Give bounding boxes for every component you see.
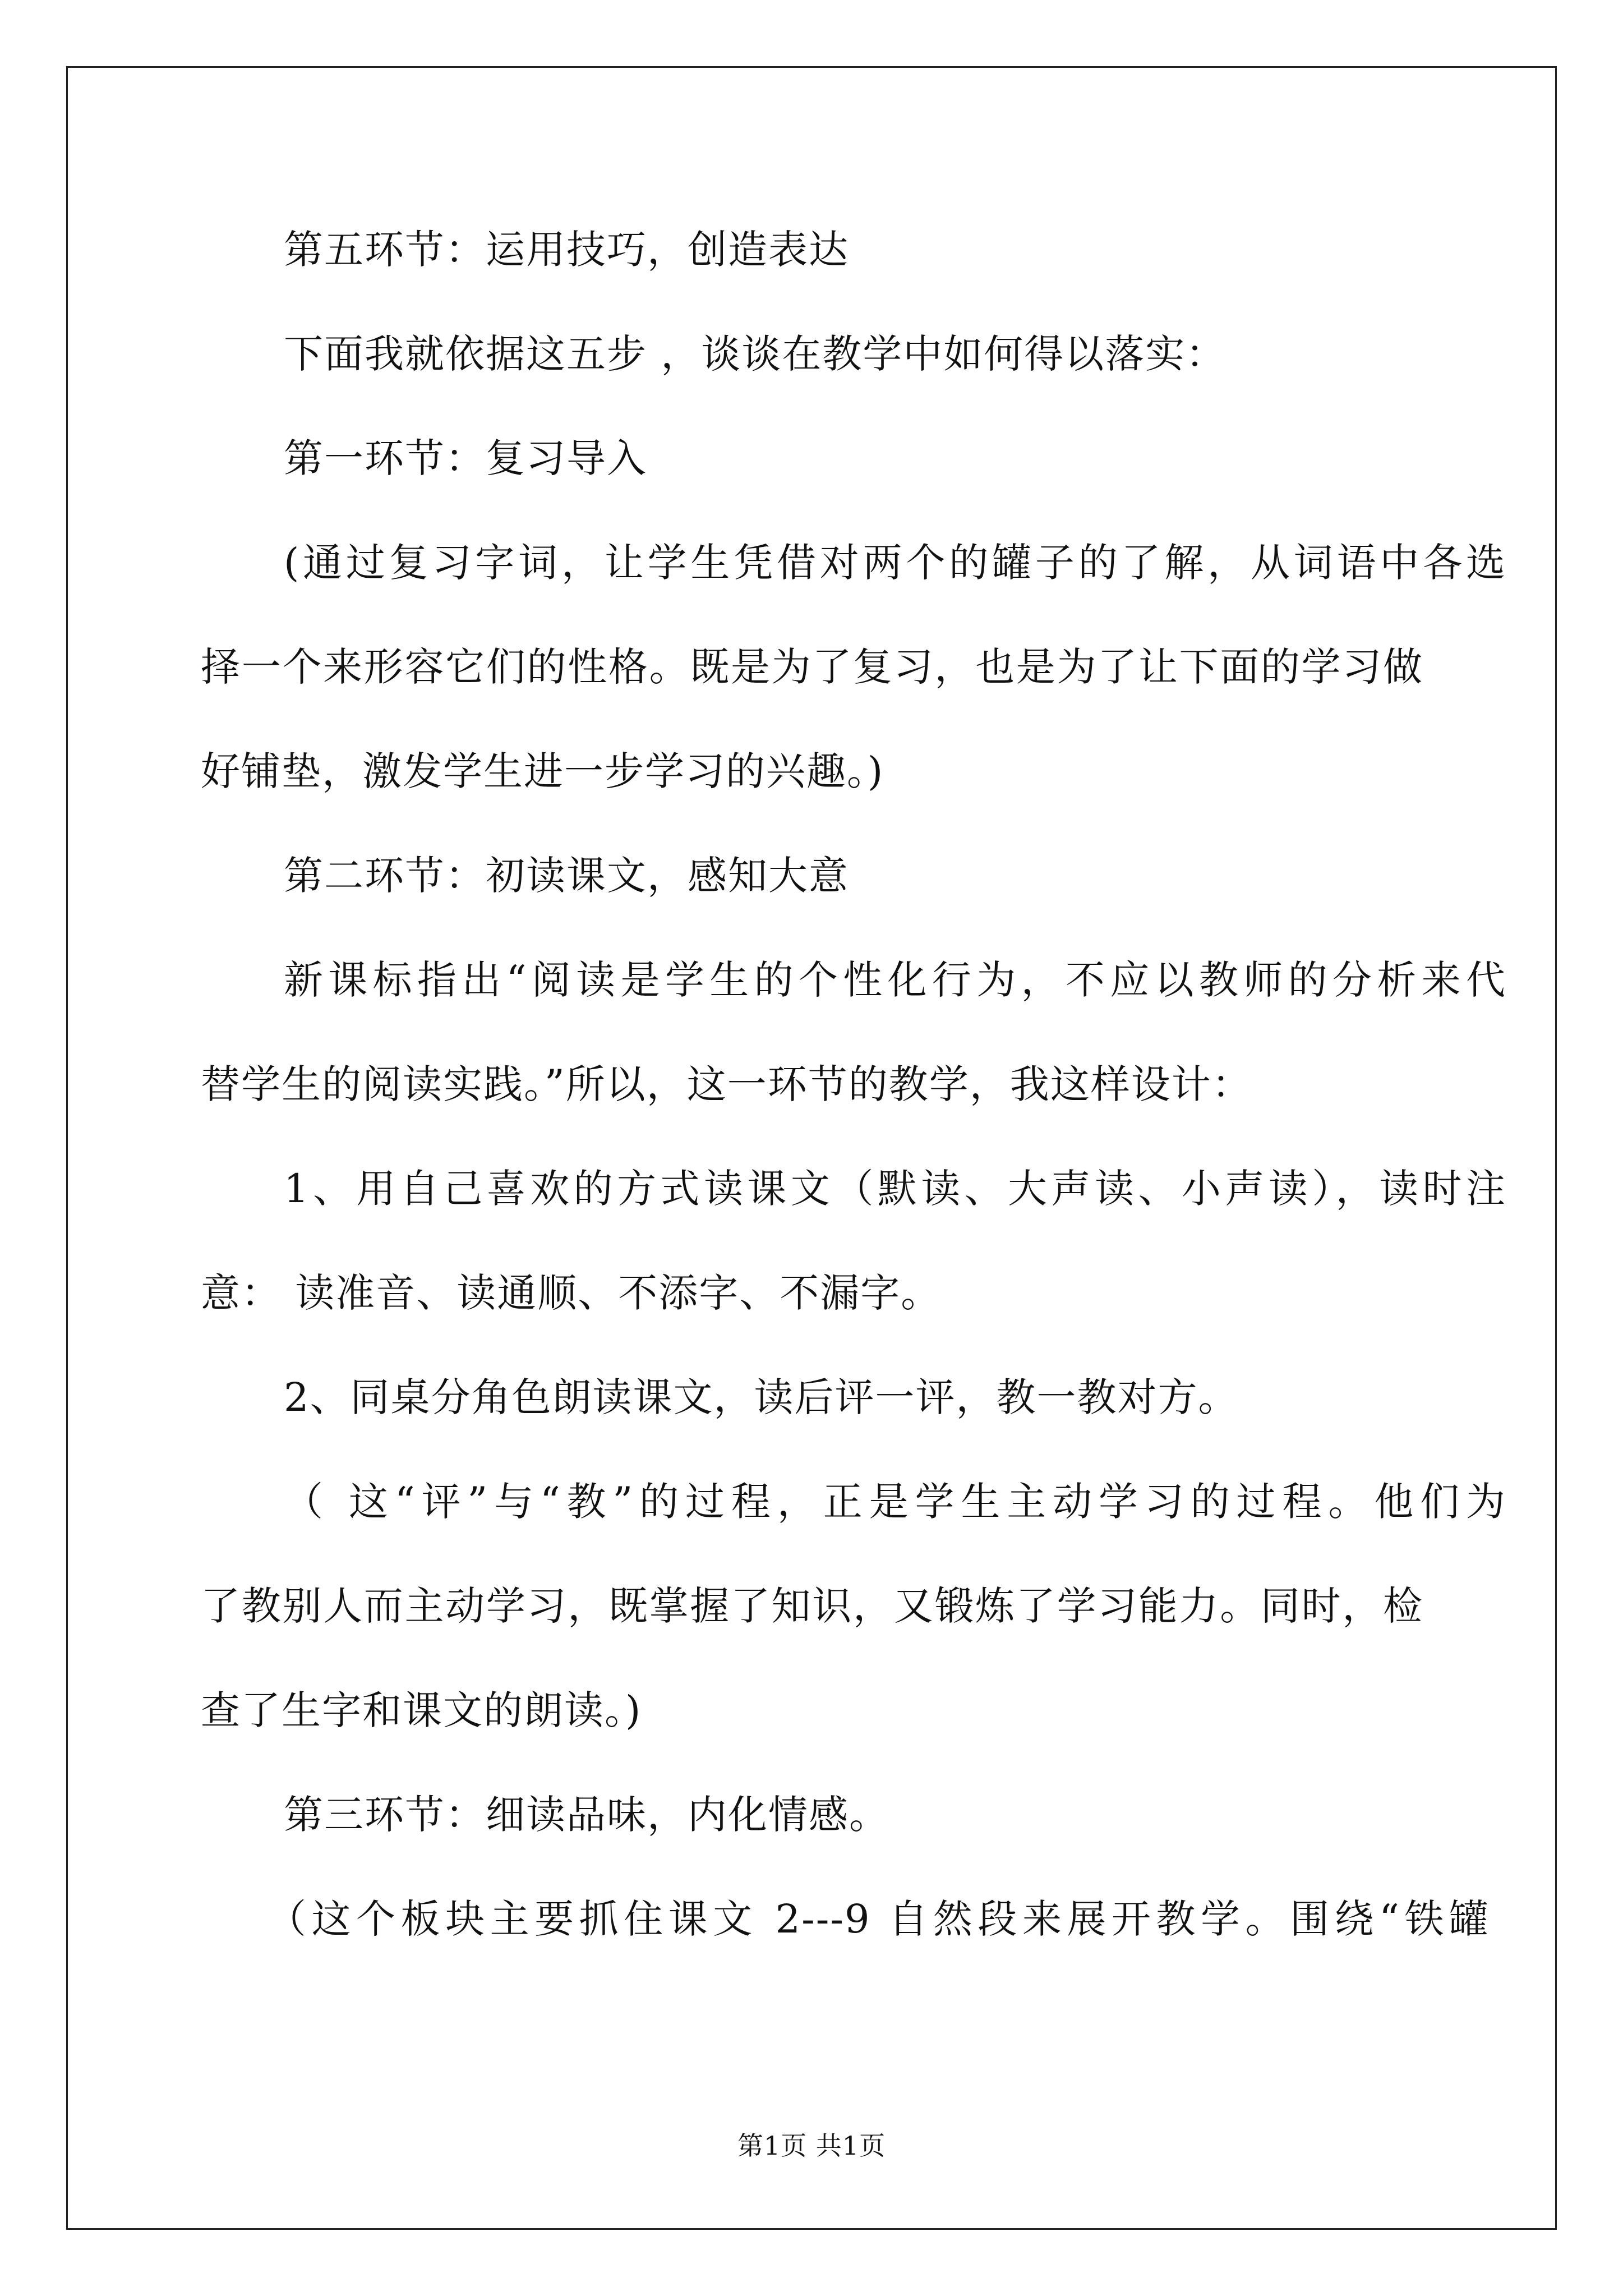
text-line: 1、用自己喜欢的方式读课文（默读、大声读、小声读），读时注	[284, 1166, 1506, 1212]
text-line: 下面我就依据这五步 ，谈谈在教学中如何得以落实：	[284, 331, 1227, 377]
text-line: 第一环节：复习导入	[284, 435, 647, 481]
text-line: 了教别人而主动学习，既掌握了知识，又锻炼了学习能力。同时，检	[201, 1583, 1423, 1629]
text-line: 查了生字和课文的朗读。)	[201, 1687, 642, 1733]
text-line: 好铺垫，激发学生进一步学习的兴趣。)	[201, 748, 884, 794]
text-line: 2、同桌分角色朗读课文，读后评一评，教一教对方。	[284, 1374, 1239, 1420]
text-line: 替学生的阅读实践。”所以，这一环节的教学，我这样设计：	[201, 1061, 1252, 1107]
text-line: 第五环节：运用技巧，创造表达	[284, 227, 849, 273]
text-line: 意： 读准音、读通顺、不添字、不漏字。	[201, 1270, 942, 1316]
text-line: 择一个来形容它们的性格。既是为了复习，也是为了让下面的学习做	[201, 644, 1423, 690]
text-line: 第三环节：细读品味，内化情感。	[284, 1792, 889, 1838]
text-line: 新课标指出“阅读是学生的个性化行为，不应以教师的分析来代	[284, 957, 1506, 1003]
text-line: 第二环节：初读课文，感知大意	[284, 853, 849, 899]
text-line: (通过复习字词，让学生凭借对两个的罐子的了解，从词语中各选	[284, 540, 1506, 586]
text-line: （这个板块主要抓住课文 2---9 自然段来展开教学。围绕“铁罐	[267, 1896, 1490, 1942]
text-line: （ 这“评”与“教”的过程，正是学生主动学习的过程。他们为	[284, 1479, 1506, 1525]
page-number-footer: 第1页 共1页	[737, 2131, 886, 2161]
